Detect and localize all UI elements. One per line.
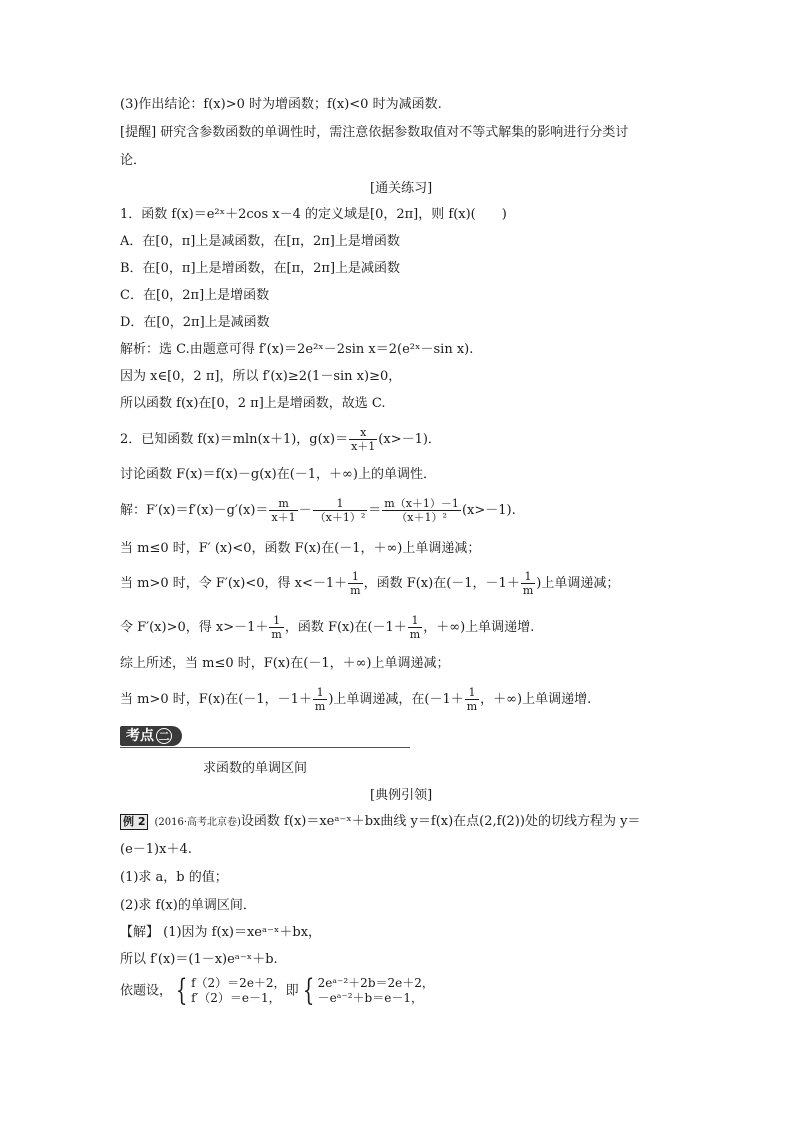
system-1: f（2）＝2e＋2， f′（2）＝e－1， (191, 976, 286, 1005)
example-2-statement-cont: (e－1)x＋4. (120, 842, 192, 857)
fraction-1-over-m: $\frac{1}{m}$ (314, 686, 326, 713)
answer-line-1: 【解】 (1)因为 f(x)＝xeᵃ⁻ˣ＋bx， (120, 925, 322, 940)
case-m-positive-increasing: 令 F′(x)>0，得 x>－1＋ $\frac{1}{m}$ ，函数 F(x)在(－1＋ $\frac{1}{m}$ ，＋∞)上单调递增. (120, 614, 535, 641)
section-badge-kaodian-2: 考点 二 (120, 726, 182, 746)
example-2-part-2: (2)求 f(x)的单调区间． (120, 898, 256, 913)
fraction-1-over-m: $\frac{1}{m}$ (271, 614, 282, 641)
question-2 (120, 426, 441, 453)
analysis-line-2: 因为 x∈[0，2 π]，所以 f′(x)≥2(1－sin x)≥0， (120, 369, 402, 384)
solution-derivative: 解：F′(x)＝f′(x)－g′(x)＝ $\frac{m}{x+1}$ － $\frac{1}{\text{（x＋1）²}}$ ＝ $\frac{m(x+1)-1}{\text{（x＋1）²}}$ (x>－1). (120, 497, 516, 524)
fraction-1-over-m: $\frac{1}{m}$ (466, 686, 478, 713)
section-divider (120, 747, 410, 748)
example-2-part-1: (1)求 a，b 的值； (120, 870, 228, 885)
section-title: 求函数的单调区间 (203, 761, 308, 776)
q2-fraction: $\frac{x}{x+1}$ (351, 426, 376, 453)
example-heading: [典例引领] (370, 788, 433, 803)
case-m-positive-decreasing: 当 m>0 时，令 F′(x)<0，得 x<－1＋ $\frac{1}{m}$ ，函数 F(x)在(－1，－1＋ $\frac{1}{m}$ )上单调递减； (120, 570, 620, 597)
answer-line-2: 所以 f′(x)＝(1－x)eᵃ⁻ˣ＋b. (120, 952, 278, 967)
summary-line-2: 当 m>0 时，F(x)在(－1，－1＋ $\frac{1}{m}$ )上单调递减，在(－1＋ $\frac{1}{m}$ ，＋∞)上单调递增. (120, 686, 592, 713)
question-2-task: 讨论函数 F(x)＝f(x)－g(x)在(－1，＋∞)上的单调性． (120, 467, 436, 482)
question-1: 1．函数 f(x)＝e²ˣ＋2cos x－4 的定义域是[0，2π]，则 f(x)( ) (120, 207, 507, 222)
q2-suffix: (x>－1)． (378, 432, 441, 447)
summary-line-1: 综上所述，当 m≤0 时，F(x)在(－1，＋∞)上单调递减； (120, 656, 450, 671)
practice-heading: [通关练习] (370, 181, 433, 196)
left-brace: { (302, 973, 314, 1008)
option-c: C．在[0，2π]上是增函数 (120, 288, 270, 303)
fraction-1-over-x1sq: $\frac{1}{\text{（x＋1）²}}$ (314, 497, 366, 524)
left-brace: { (175, 973, 188, 1008)
system-2: 2eᵃ⁻²＋2b＝2e＋2， －eᵃ⁻²＋b＝e－1， (317, 976, 434, 1005)
reminder-line-end: 论． (120, 153, 147, 168)
example-2-statement: 例 2 (2016·高考北京卷)设函数 f(x)＝xeᵃ⁻ˣ＋bx曲线 y＝f(x)在点(2,f(2))处的切线方程为 y＝ (120, 813, 640, 832)
example-2-label: 例 2 (120, 814, 148, 830)
conclusion-step-3: (3)作出结论：f(x)>0 时为增函数；f(x)<0 时为减函数. (120, 97, 442, 112)
fraction-m-over-x1: $\frac{m}{x+1}$ (271, 497, 296, 524)
option-d: D．在[0，2π]上是减函数 (120, 315, 270, 330)
analysis-line-3: 所以函数 f(x)在[0，2 π]上是增函数，故选 C. (120, 396, 386, 411)
option-a: A．在[0，π]上是减函数，在[π，2π]上是增函数 (120, 234, 400, 249)
fraction-1-over-m: $\frac{1}{m}$ (409, 614, 421, 641)
case-m-nonpositive: 当 m≤0 时，F′ (x)<0，函数 F(x)在(－1，＋∞)上单调递减； (120, 541, 481, 556)
fraction-1-over-m: $\frac{1}{m}$ (350, 570, 361, 597)
analysis-line-1: 解析：选 C.由题意可得 f′(x)＝2e²ˣ－2sin x＝2(e²ˣ－sin x). (120, 342, 474, 357)
example-source: (2016·高考北京卷) (154, 817, 241, 828)
q2-prefix: 2．已知函数 f(x)＝mln(x＋1)，g(x)＝ (120, 432, 349, 447)
answer-system: 依题设， { f（2）＝2e＋2， f′（2）＝e－1， 即 { 2eᵃ⁻²＋2b＝2e＋2， －eᵃ⁻²＋b＝e－1， (120, 973, 434, 1008)
fraction-combined: $\frac{m(x+1)-1}{\text{（x＋1）²}}$ (384, 497, 459, 524)
fraction-1-over-m: $\frac{1}{m}$ (522, 570, 534, 597)
reminder-line: [提醒] 研究含参数函数的单调性时，需注意依据参数取值对不等式解集的影响进行分类讨 (120, 125, 629, 140)
option-b: B．在[0，π]上是增函数，在[π，2π]上是减函数 (120, 261, 401, 276)
